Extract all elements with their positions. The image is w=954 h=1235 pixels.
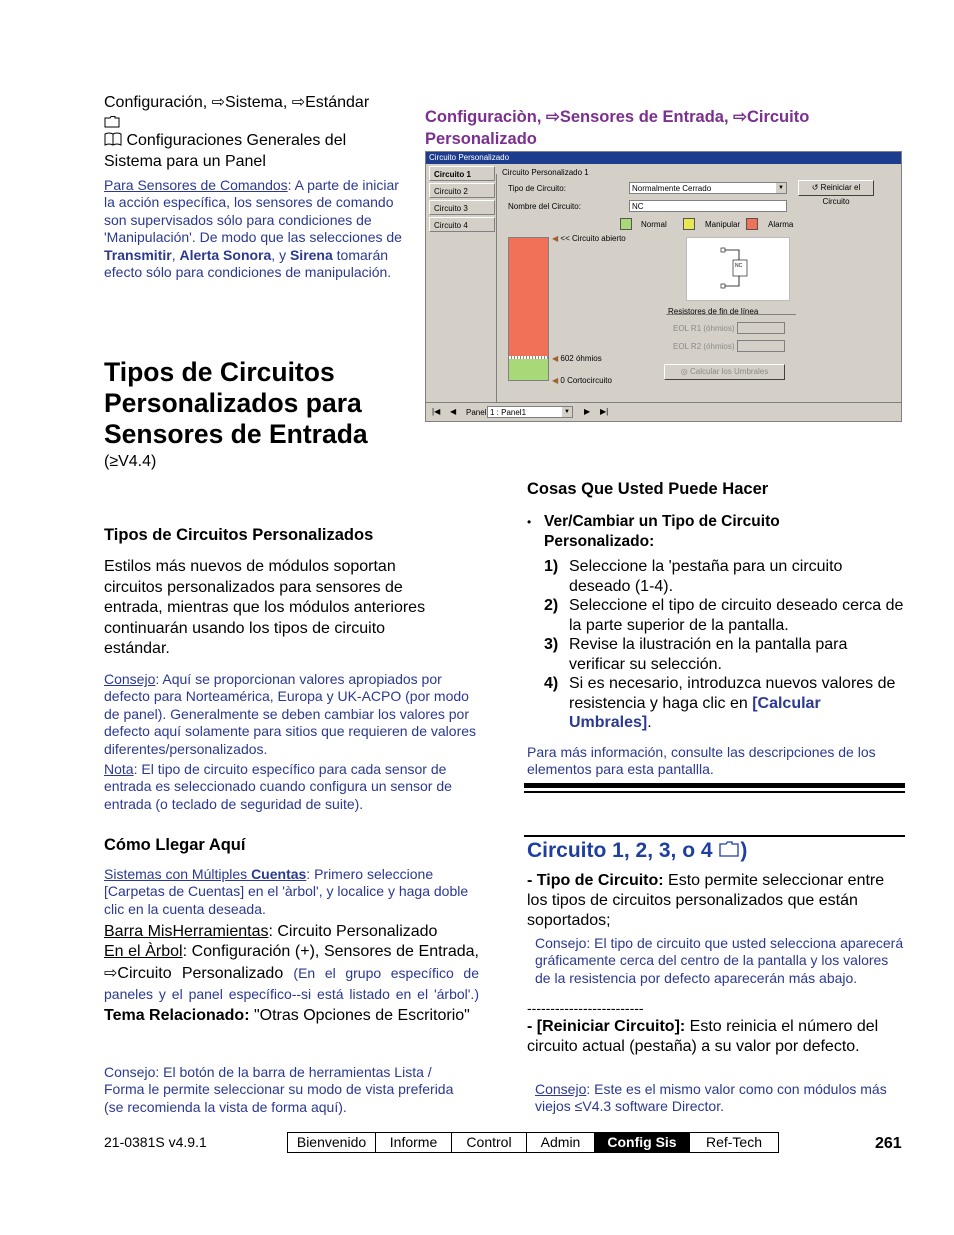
panel-select[interactable]: [487, 406, 573, 418]
last-record-icon[interactable]: ▶|: [600, 407, 609, 416]
legend-normal-swatch: [620, 218, 632, 230]
next-record-icon[interactable]: ▶: [584, 407, 591, 416]
diagram-label: NC: [735, 263, 743, 269]
step-text: Revise la ilustración en la pantalla para verificar su selección.: [569, 636, 848, 673]
type-description: [527, 871, 897, 931]
tip-label: Consejo: [104, 671, 156, 687]
how-to-access: [104, 922, 479, 1026]
alerta-sonora-term: Alerta Sonora: [179, 246, 272, 263]
step-number: 3): [544, 636, 559, 653]
page-number: 261: [875, 1135, 902, 1152]
tip2-text: : El botón de la barra de herramientas Lista / Forma le permite seleccionar su modo de vista preferida (se recomienda la vista de forma aquí).: [104, 1064, 454, 1115]
heading-how: Cómo Llegar Aquí: [104, 836, 246, 854]
sensors-link[interactable]: Para Sensores de Comandos: [104, 177, 288, 193]
breadcrumb-path: Configuración, ⇨Sistema, ⇨Estándar: [104, 94, 370, 111]
sensors-text-end: tomarán efecto sólo para condiciones de manipulación.: [104, 246, 392, 281]
heading-types: Tipos de Circuitos Personalizados: [104, 526, 374, 544]
eol2-label: EOL R2 (óhmios): [673, 342, 735, 351]
window-title: Circuito Personalizado: [426, 152, 901, 164]
type-select-value: Normalmente Cerrado: [632, 184, 712, 193]
prev-record-icon[interactable]: ◀: [450, 407, 457, 416]
tip-note: [104, 671, 479, 758]
cuentas-term: Cuentas: [251, 866, 307, 882]
types-paragraph: Estilos más nuevos de módulos soportan circuitos personalizados para sensores de entrada, mientras que los módulos anteriores continuarán usando los tipos de circuito estándar.: [104, 558, 426, 658]
type-desc-text: Esto permite seleccionar entre los tipos de circuitos personalizados que están soportados;: [527, 872, 885, 929]
name-label: Nombre del Circuito:: [508, 202, 581, 211]
version-note: (≥V4.4): [104, 453, 157, 470]
step-3: [527, 635, 907, 674]
ohms-marker: [552, 354, 602, 363]
step-2: [527, 596, 907, 635]
section-divider-thick: [524, 783, 905, 788]
reset-desc-label: - [Reiniciar Circuito]:: [527, 1018, 686, 1035]
alarm-zone: [509, 238, 548, 356]
multi-accounts-link-text: Sistemas con Múltiples: [104, 866, 252, 882]
open-label: << Circuito abierto: [560, 234, 626, 243]
bottom-divider: [426, 402, 901, 403]
circuit-diagram: [686, 237, 790, 301]
panel-select-value: 1 : Panel1: [490, 408, 527, 417]
related-text: "Otras Opciones de Escritorio": [249, 1006, 470, 1024]
reset-circuit-label: Reiniciar el Circuito: [820, 183, 861, 206]
chevron-down-icon[interactable]: ▼: [776, 183, 786, 193]
type-label: Tipo de Circuito:: [508, 184, 566, 193]
step-4: [527, 674, 907, 733]
step-number: 2): [544, 597, 559, 614]
step-text: Seleccione el tipo de circuito deseado cerca de la parte superior de la pantalla.: [569, 597, 904, 634]
step-number: 1): [544, 558, 559, 575]
heading-things: Cosas Que Usted Puede Hacer: [527, 480, 769, 498]
related-label: Tema Relacionado:: [104, 1006, 250, 1024]
eol1-input[interactable]: [737, 322, 785, 334]
eol2-input[interactable]: [737, 340, 785, 352]
chevron-down-icon[interactable]: ▼: [562, 407, 572, 417]
note-label: Nota: [104, 761, 134, 777]
threshold-bar: [508, 237, 549, 381]
sensors-text: : A parte de iniciar la acción específica, los sensores de comando son supervisados sólo para condiciones de 'Manipulación'. De modo que las selecciones de: [104, 177, 402, 246]
page-title: Tipos de Circuitos Personalizados para Sensores de Entrada: [104, 357, 368, 449]
reset-description: [527, 1017, 892, 1057]
separator: , y: [271, 246, 290, 263]
task-bullet: [527, 512, 907, 552]
type-select[interactable]: [629, 182, 787, 194]
toolbar-label: Barra MisHerramientas: [104, 923, 269, 940]
tab-circuito-1[interactable]: Circuito 1: [429, 166, 495, 181]
group-label: Circuito Personalizado 1: [502, 168, 589, 177]
multi-accounts-note: [104, 866, 474, 918]
legend-alarm-swatch: [746, 218, 758, 230]
tree-text: : Configuración (+), Sensores de Entrada, ⇨Circuito Personalizado: [104, 943, 480, 982]
nav-config-sis[interactable]: Config Sis: [595, 1133, 690, 1152]
circuit-tabs: [429, 166, 495, 234]
section-divider-thin: [524, 791, 905, 793]
section-rule: [524, 835, 905, 837]
panel-label: Panel: [466, 408, 487, 417]
folder-icon: [718, 840, 740, 864]
short-label: 0 Cortocircuito: [560, 376, 612, 385]
reset-desc-text: Esto reinicia el número del circuito actual (pestaña) a su valor por defecto.: [527, 1018, 879, 1055]
note-text: : El tipo de circuito específico para cada sensor de entrada es seleccionado cuando configura un sensor de entrada (o teclado de seguridad de suite).: [104, 761, 452, 812]
step-text: Seleccione la 'pestaña para un circuito deseado (1-4).: [569, 558, 843, 595]
tip-text: : Aquí se proporcionan valores apropiados por defecto para Norteamérica, Europa y UK-ACPO (por modo de panel). Generalmente se deben cambiar los valores por defecto aquí solamente para sitios que requieren de valores diferentes/personalizados.: [104, 671, 477, 757]
tree-label: En el Àrbol: [104, 943, 183, 960]
calculate-thresholds-label: Calcular los Umbrales: [689, 367, 769, 376]
type-desc-label: - Tipo de Circuito:: [527, 872, 664, 889]
tip2-label: Consejo: [104, 1064, 156, 1080]
multi-accounts-text: : Primero seleccione [Carpetas de Cuentas] en el 'àrbol', y localice y haga doble clic en la cuenta deseada.: [104, 866, 469, 917]
nav-bienvenido[interactable]: Bienvenido: [288, 1133, 376, 1152]
legend-tamper: Manipular: [705, 220, 741, 229]
section-title: [527, 839, 747, 864]
separator: ,: [171, 246, 180, 263]
eol1-label: EOL R1 (óhmios): [673, 324, 735, 333]
reset-tip-label: Consejo: [535, 1081, 587, 1097]
ohms-label: 602 óhmios: [560, 354, 602, 363]
breadcrumb: [104, 93, 404, 172]
calculate-thresholds-button[interactable]: [664, 364, 785, 380]
tab-circuito-2[interactable]: Circuito 2: [429, 183, 495, 198]
tree-note: (En el grupo específico de paneles y el panel específico--si está listado en el 'árbol'.): [104, 964, 479, 1003]
short-marker: [552, 376, 612, 385]
screenshot: [425, 151, 902, 422]
footer-nav: [287, 1132, 779, 1153]
book-icon: [104, 132, 122, 152]
marker-icon: ◀: [552, 376, 559, 385]
legend-normal: Normal: [641, 220, 667, 229]
step-1: [527, 557, 907, 596]
marker-icon: ◀: [552, 354, 559, 363]
reset-circuit-button[interactable]: [798, 180, 874, 206]
step-text: Si es necesario, introduzca nuevos valores de resistencia y haga clic en: [569, 675, 896, 712]
reset-tip-text: : Este es el mismo valor como con módulos más viejos ≤V4.3 software Director.: [535, 1081, 887, 1115]
step-text-end: .: [647, 714, 652, 731]
toolbar-text: : Circuito Personalizado: [268, 923, 438, 940]
task-steps: [527, 557, 907, 733]
calculate-thresholds-link[interactable]: [Calcular Umbrales]: [569, 694, 821, 731]
first-record-icon[interactable]: |◀: [432, 407, 441, 416]
dash-separator: -------------------------: [527, 1000, 644, 1016]
breadcrumb-reference: Configuraciones Generales del Sistema para un Panel: [104, 132, 347, 170]
tab-circuito-4[interactable]: Circuito 4: [429, 217, 495, 232]
marker-icon: ◀: [552, 234, 559, 243]
step-number: 4): [544, 675, 559, 692]
eol-group-label: Resistores de fin de línea: [668, 307, 759, 316]
reset-icon: ↺: [811, 183, 819, 192]
transmitir-term: Transmitir: [104, 246, 172, 263]
sirena-term: Sirena: [289, 246, 333, 263]
doc-id: 21-0381S v4.9.1: [104, 1134, 207, 1150]
nav-informe[interactable]: Informe: [376, 1133, 452, 1152]
reset-tip: [535, 1081, 905, 1116]
more-info: Para más información, consulte las descripciones de los elementos para esta pantallla.: [527, 744, 876, 778]
legend-tamper-swatch: [683, 218, 695, 230]
sensors-note: [104, 177, 404, 281]
eol-divider: [666, 314, 796, 315]
calc-icon: ◎: [680, 367, 688, 376]
open-marker: [552, 234, 626, 243]
type-tip: Consejo: El tipo de circuito que usted selecciona aparecerá gráficamente cerca del centro de la pantalla y los valores de la resistencia por defecto aparecerán más abajo.: [535, 935, 904, 986]
nav-ref-tech[interactable]: Ref-Tech: [705, 1134, 763, 1150]
note: [104, 761, 482, 813]
section-title-text: Circuito 1, 2, 3, o 4: [527, 839, 719, 862]
normal-zone: [509, 359, 548, 380]
task-title: Ver/Cambiar un Tipo de Circuito Personalizado:: [544, 513, 780, 550]
screenshot-caption: Configuraciòn, ⇨Sensores de Entrada, ⇨Circuito Personalizado: [425, 108, 810, 148]
nav-admin[interactable]: Admin: [527, 1133, 595, 1152]
nav-control[interactable]: Control: [452, 1133, 527, 1152]
section-title-end: ): [740, 839, 748, 862]
tab-circuito-3[interactable]: Circuito 3: [429, 200, 495, 215]
tip2-note: [104, 1064, 474, 1116]
name-input[interactable]: NC: [629, 200, 787, 212]
legend-alarm: Alarma: [768, 220, 794, 229]
bullet-icon: •: [527, 515, 532, 529]
multi-accounts-link[interactable]: [104, 866, 306, 882]
